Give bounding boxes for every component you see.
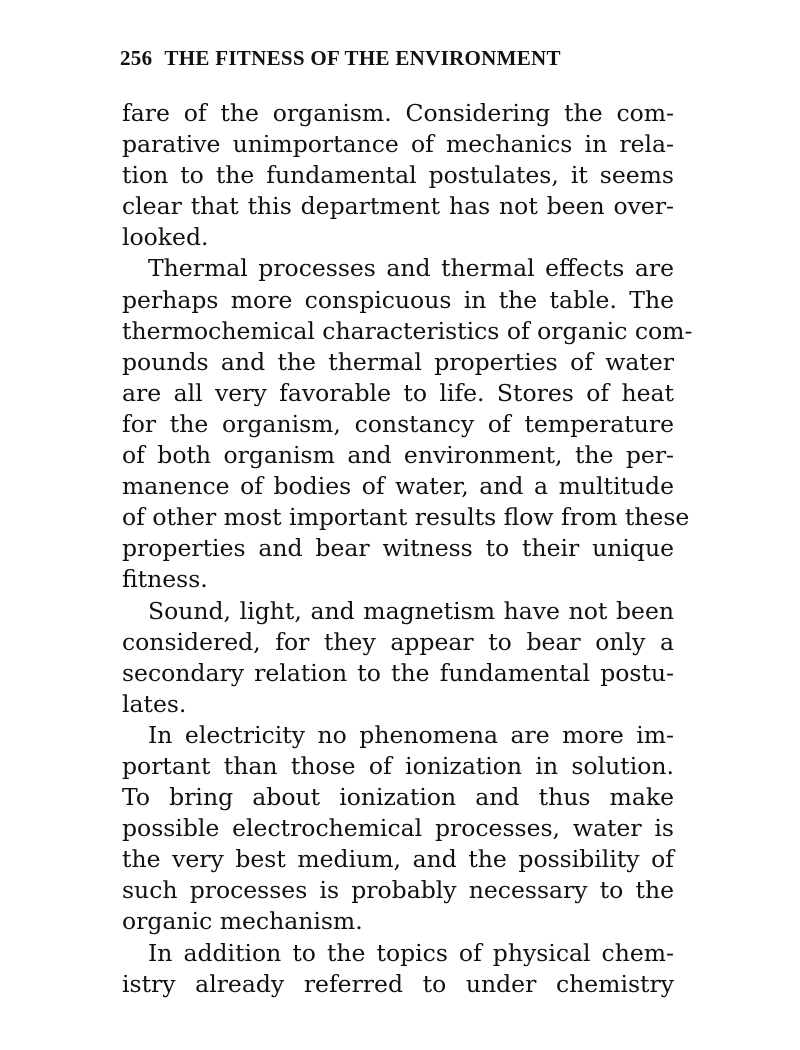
text-line: fare of the organism. Considering the com- — [122, 99, 674, 127]
text-line: tion to the fundamental postulates, it seems — [122, 161, 674, 190]
running-head — [120, 46, 561, 71]
paragraph — [122, 720, 674, 938]
paragraph — [122, 938, 674, 1000]
text-line: secondary relation to the fundamental postu- — [122, 658, 674, 687]
text-line: pounds and the thermal properties of water — [122, 347, 674, 376]
text-line: considered, for they appear to bear only a — [122, 627, 674, 656]
text-line: thermochemical characteristics of organic com- — [122, 316, 693, 345]
paragraph — [122, 98, 674, 253]
text-line: To bring about ionization and thus make — [122, 783, 674, 812]
text-line: of other most important results flow from these — [122, 503, 690, 532]
text-line: manence of bodies of water, and a multitude — [122, 472, 674, 501]
text-line: are all very favorable to life. Stores of heat — [122, 378, 674, 407]
text-line: parative unimportance of mechanics in rela- — [122, 130, 674, 159]
text-line: clear that this department has not been over- — [122, 192, 674, 221]
text-line: Thermal processes and thermal effects are — [148, 254, 674, 283]
text-line: In addition to the topics of physical chem- — [148, 938, 674, 967]
text-line: possible electrochemical processes, water is — [122, 814, 674, 843]
paragraph — [122, 596, 674, 720]
text-line: istry already referred to under chemistry — [122, 969, 674, 998]
text-line: properties and bear witness to their unique — [122, 534, 674, 563]
running-title: THE FITNESS OF THE ENVIRONMENT — [164, 46, 561, 70]
text-line: organic mechanism. — [122, 907, 363, 936]
page-number: 256 — [120, 46, 153, 70]
text-line: portant than those of ionization in solution. — [122, 751, 674, 780]
text-line: In electricity no phenomena are more im- — [148, 720, 674, 749]
text-line: of both organism and environment, the per- — [122, 441, 674, 470]
text-line: such processes is probably necessary to the — [122, 876, 674, 905]
text-line: fitness. — [122, 565, 208, 594]
body-text — [122, 98, 693, 1000]
text-line: Sound, light, and magnetism have not been — [148, 596, 674, 625]
text-line: the very best medium, and the possibility of — [122, 845, 674, 874]
text-line: for the organism, constancy of temperature — [122, 409, 674, 438]
text-line: lates. — [122, 689, 187, 718]
text-line: looked. — [122, 223, 209, 252]
paragraph — [122, 253, 693, 595]
text-line: perhaps more conspicuous in the table. The — [122, 285, 674, 314]
